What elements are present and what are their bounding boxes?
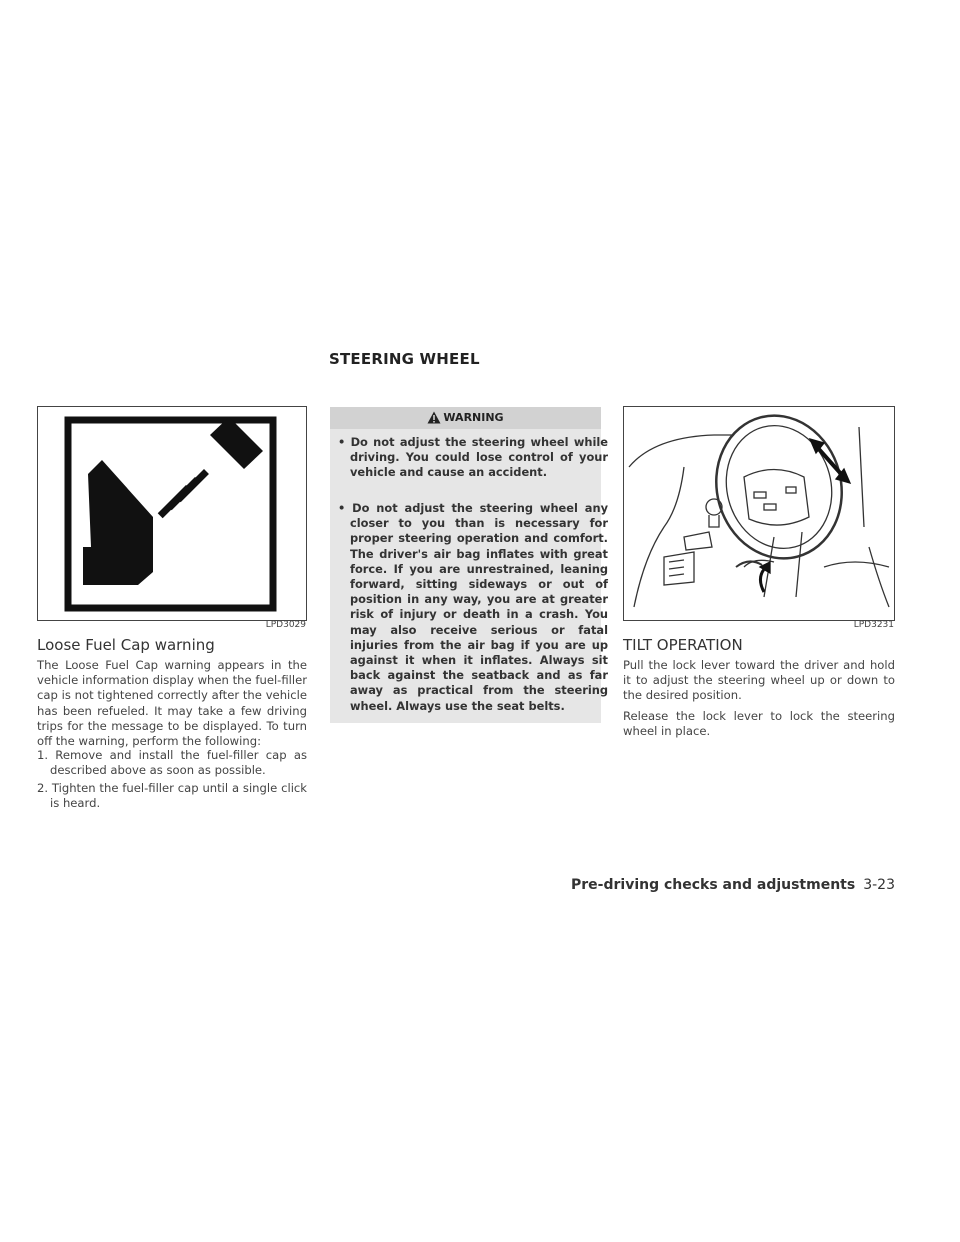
warning-triangle-icon [427,411,441,424]
steering-wheel-figure [623,406,895,621]
warning-header [330,407,601,429]
tilt-paragraph-1: Pull the lock lever toward the driver and hold it to adjust the steering wheel up or down to the desired position. [623,658,895,703]
warning-item-2: • Do not adjust the steering wheel any closer to you than is necessary for proper steering operation and comfort. The driver's air bag inflates with great force. If you are unrestrained, leaning forward, sitting sideways or out of position in any way, you are at greater risk of injury or death in a crash. You may also receive serious or fatal injuries from the air bag if you are up against it when it inflates. Always sit back against the seatback and as far away as practical from the steering wheel. Always use the seat belts. [338,501,608,713]
tilt-operation-heading: TILT OPERATION [623,636,743,654]
warning-item-1: • Do not adjust the steering wheel while driving. You could lose control of your vehicle and cause an accident. [338,435,608,480]
page-number: 3-23 [863,877,895,893]
figure-code: LPD3029 [265,620,306,630]
page-footer [571,877,895,893]
loose-fuel-cap-intro: The Loose Fuel Cap warning appears in the vehicle information display when the fuel-filler cap is not tightened correctly after the vehicle has been refueled. It may take a few driving trips for the message to be displayed. To turn off the warning, perform the following: [37,658,307,749]
chapter-title: Pre-driving checks and adjustments [571,877,856,893]
fuel-cap-figure [37,406,307,621]
steering-wheel-illustration-icon [624,407,894,620]
section-title: STEERING WHEEL [329,350,480,368]
fuel-cap-warning-icon [38,407,306,620]
tilt-paragraph-2: Release the lock lever to lock the steering wheel in place. [623,709,895,739]
figure-code: LPD3231 [853,620,894,630]
warning-label: WARNING [443,411,504,424]
loose-fuel-cap-heading: Loose Fuel Cap warning [37,636,215,654]
step-1: 1. Remove and install the fuel-filler cap as described above as soon as possible. [37,748,307,778]
step-2: 2. Tighten the fuel-filler cap until a single click is heard. [37,781,307,811]
warning-box [330,407,608,723]
